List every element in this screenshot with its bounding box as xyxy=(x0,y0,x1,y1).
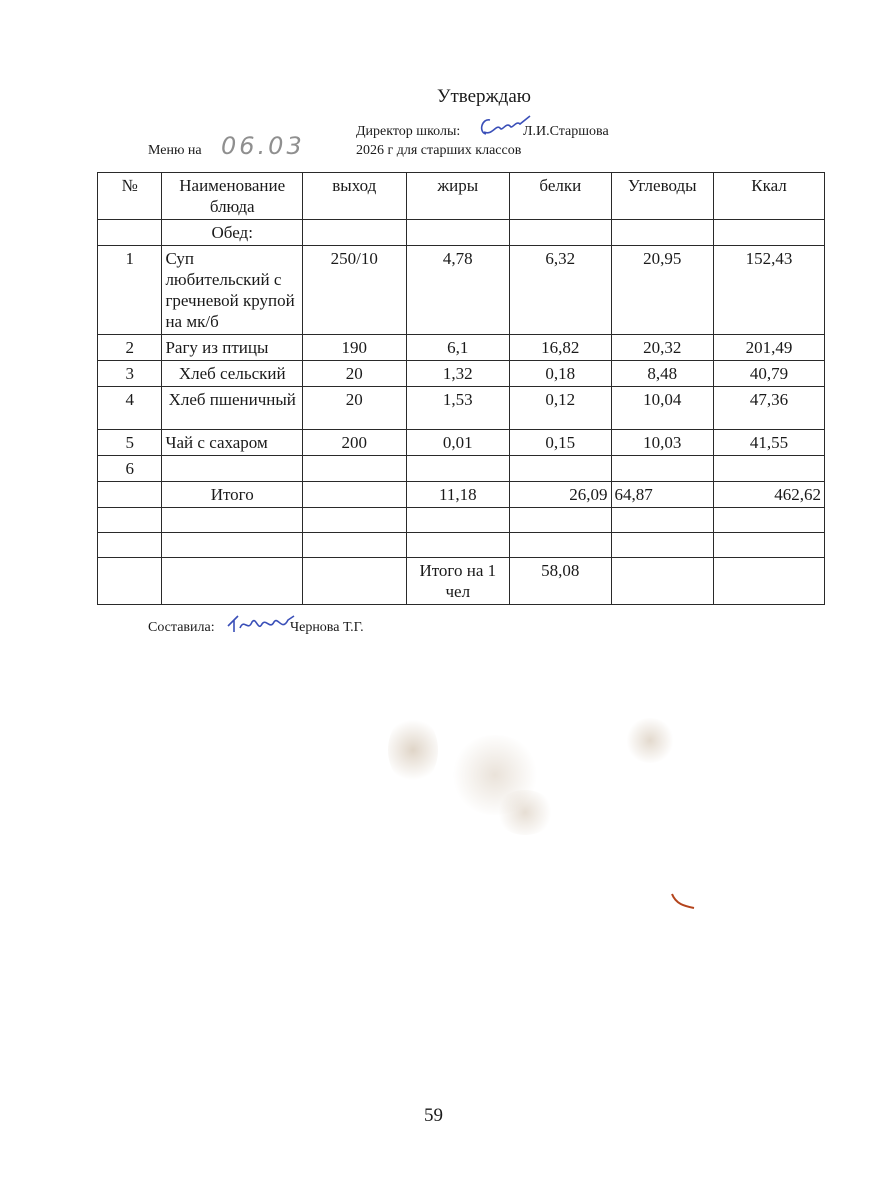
dish-fat: 1,53 xyxy=(406,387,510,430)
dish-output: 250/10 xyxy=(302,246,406,335)
dish-carbs: 20,95 xyxy=(611,246,713,335)
stain-mark xyxy=(495,790,555,835)
menu-label: Меню на xyxy=(148,143,202,158)
menu-date: 06.03 xyxy=(221,132,305,160)
director-label: Директор школы: xyxy=(356,124,461,139)
table-header-row xyxy=(98,173,825,220)
dish-name: Хлеб сельский xyxy=(162,361,303,387)
row-number: 3 xyxy=(98,361,162,387)
column-header: Наименование блюда xyxy=(162,173,303,220)
total-carbs: 64,87 xyxy=(611,482,713,508)
row-number: 2 xyxy=(98,335,162,361)
total-label: Итого xyxy=(162,482,303,508)
dish-kcal: 47,36 xyxy=(714,387,825,430)
dish-carbs: 8,48 xyxy=(611,361,713,387)
table-row xyxy=(98,387,825,430)
per-person-label: Итого на 1 чел xyxy=(406,558,510,605)
page-number: 59 xyxy=(424,1105,443,1126)
dish-kcal: 152,43 xyxy=(714,246,825,335)
dish-output: 200 xyxy=(302,430,406,456)
row-number: 5 xyxy=(98,430,162,456)
dish-name: Хлеб пшеничный xyxy=(162,387,303,430)
column-header: выход xyxy=(302,173,406,220)
row-number: 6 xyxy=(98,456,162,482)
dish-protein: 16,82 xyxy=(510,335,611,361)
dish-fat: 4,78 xyxy=(406,246,510,335)
dish-output: 20 xyxy=(302,361,406,387)
dish-protein: 0,18 xyxy=(510,361,611,387)
composed-by-label: Составила: xyxy=(148,620,215,635)
column-header: № xyxy=(98,173,162,220)
approval-heading: Утверждаю xyxy=(437,86,531,107)
stain-mark xyxy=(388,715,438,785)
table-row xyxy=(98,335,825,361)
menu-table xyxy=(97,172,825,605)
dish-fat: 1,32 xyxy=(406,361,510,387)
dish-protein: 0,12 xyxy=(510,387,611,430)
total-kcal: 462,62 xyxy=(714,482,825,508)
dish-name: Чай с сахаром xyxy=(162,430,303,456)
total-row xyxy=(98,482,825,508)
dish-output: 190 xyxy=(302,335,406,361)
total-fat: 11,18 xyxy=(406,482,510,508)
section-row xyxy=(98,220,825,246)
dish-name: Рагу из птицы xyxy=(162,335,303,361)
section-label: Обед: xyxy=(162,220,303,246)
row-number: 4 xyxy=(98,387,162,430)
table-row xyxy=(98,456,825,482)
dish-carbs: 20,32 xyxy=(611,335,713,361)
dish-carbs: 10,03 xyxy=(611,430,713,456)
dish-fat: 6,1 xyxy=(406,335,510,361)
dish-output: 20 xyxy=(302,387,406,430)
per-person-row xyxy=(98,558,825,605)
dish-carbs: 10,04 xyxy=(611,387,713,430)
empty-row xyxy=(98,508,825,533)
dish-protein: 0,15 xyxy=(510,430,611,456)
row-number: 1 xyxy=(98,246,162,335)
column-header: жиры xyxy=(406,173,510,220)
empty-row xyxy=(98,533,825,558)
composer-signature xyxy=(226,612,296,643)
column-header: Ккал xyxy=(714,173,825,220)
dish-kcal: 201,49 xyxy=(714,335,825,361)
composer-name: Чернова Т.Г. xyxy=(290,620,364,635)
menu-subtitle: 2026 г для старших классов xyxy=(356,143,522,158)
ink-mark xyxy=(670,890,700,915)
dish-kcal: 40,79 xyxy=(714,361,825,387)
dish-protein: 6,32 xyxy=(510,246,611,335)
table-row xyxy=(98,246,825,335)
dish-kcal: 41,55 xyxy=(714,430,825,456)
column-header: Углеводы xyxy=(611,173,713,220)
total-protein: 26,09 xyxy=(510,482,611,508)
dish-fat: 0,01 xyxy=(406,430,510,456)
column-header: белки xyxy=(510,173,611,220)
dish-name: Суп любительский с гречневой крупой на мк/б xyxy=(162,246,303,335)
table-row xyxy=(98,361,825,387)
dish-name xyxy=(162,456,303,482)
table-row xyxy=(98,430,825,456)
director-name: Л.И.Старшова xyxy=(523,124,609,139)
per-person-value: 58,08 xyxy=(510,558,611,605)
stain-mark xyxy=(625,718,675,763)
